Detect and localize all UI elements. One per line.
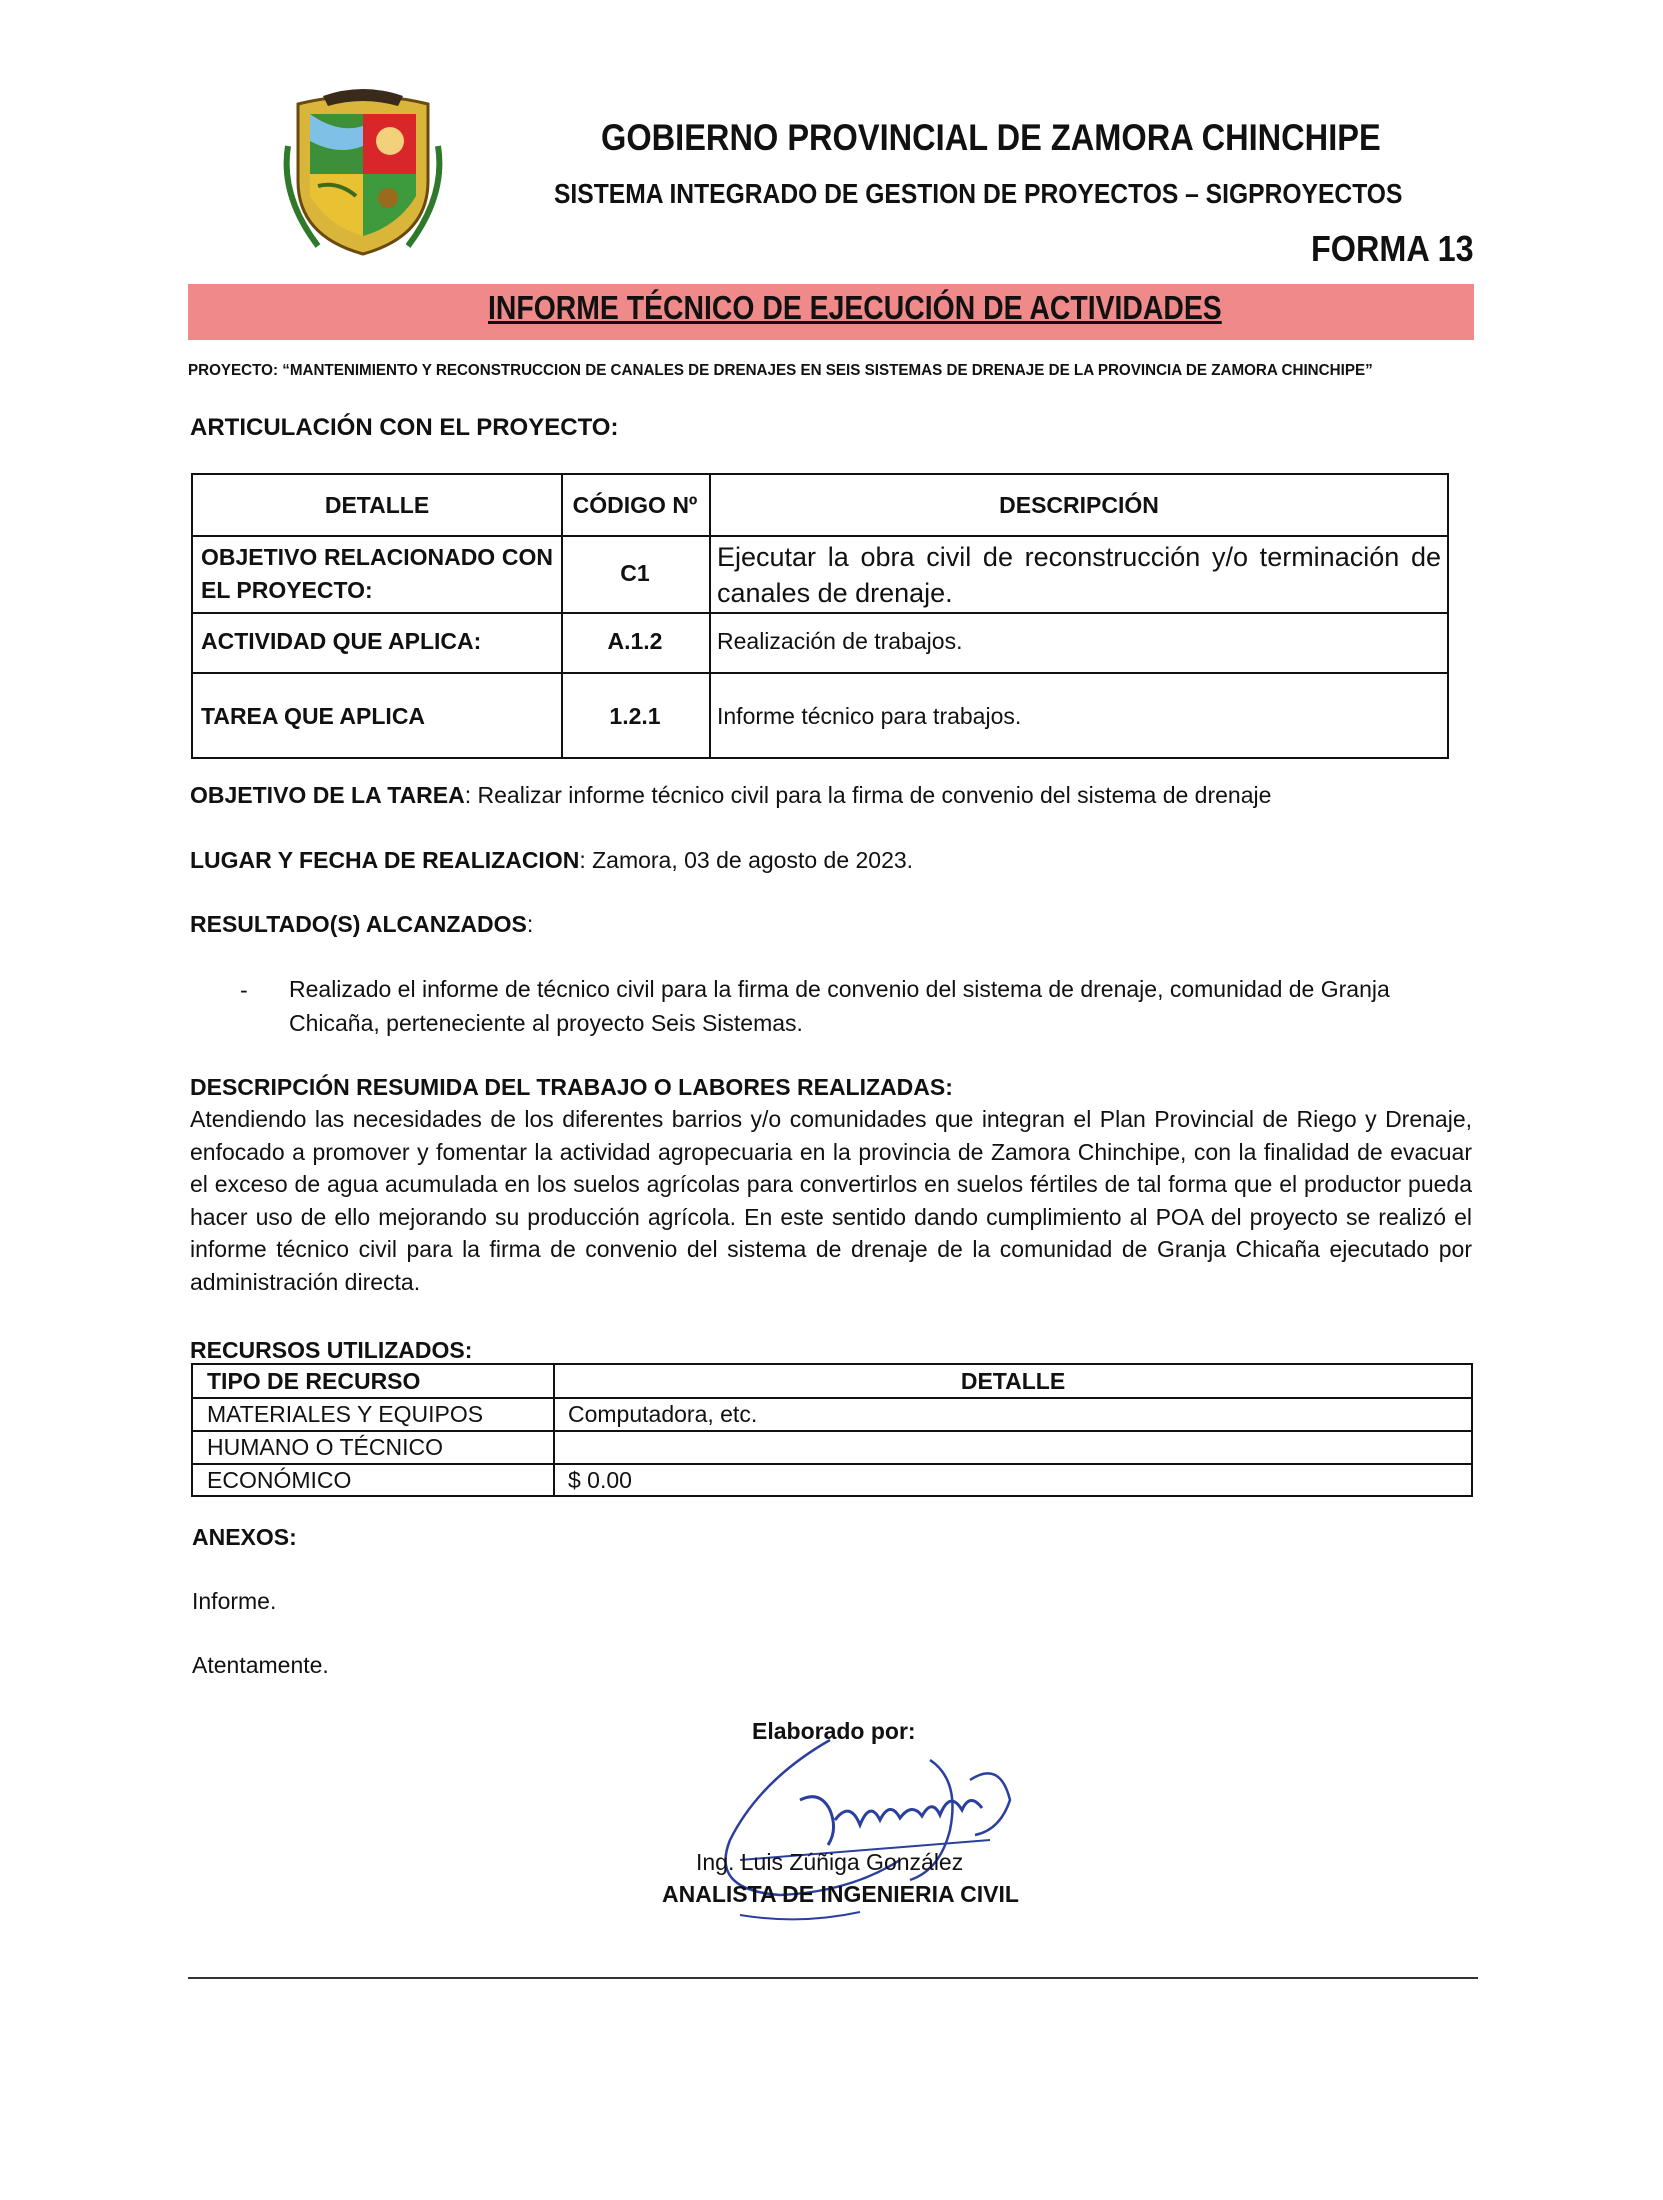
place-date: [190, 844, 913, 877]
resources-heading: RECURSOS UTILIZADOS:: [190, 1337, 473, 1363]
annexes-text: Informe.: [192, 1588, 277, 1614]
table-row-descripcion: Realización de trabajos.: [717, 628, 963, 654]
work-description-heading: DESCRIPCIÓN RESUMIDA DEL TRABAJO O LABORES REALIZADAS:: [190, 1074, 953, 1100]
provincial-coat-of-arms-icon: [278, 86, 448, 261]
system-title: SISTEMA INTEGRADO DE GESTION DE PROYECTOS – SIGPROYECTOS: [554, 178, 1403, 209]
results-heading: [190, 908, 533, 941]
closing-text: Atentamente.: [192, 1652, 329, 1678]
table-row-detalle: $ 0.00: [568, 1467, 632, 1493]
results-text: Realizado el informe de técnico civil para la firma de convenio del sistema de drenaje, comunidad de Granja Chicaña, perteneciente al proyecto Seis Sistemas.: [289, 976, 1390, 1036]
annexes-heading: ANEXOS:: [192, 1524, 297, 1550]
table-row-codigo: C1: [620, 560, 650, 586]
organization-title: GOBIERNO PROVINCIAL DE ZAMORA CHINCHIPE: [601, 117, 1381, 158]
bullet-dash: -: [240, 977, 248, 1003]
table-row-detalle: ACTIVIDAD QUE APLICA:: [201, 628, 482, 654]
place-date-value: : Zamora, 03 de agosto de 2023.: [579, 847, 914, 873]
footer-divider: [188, 1977, 1478, 1979]
report-title: INFORME TÉCNICO DE EJECUCIÓN DE ACTIVIDADES: [488, 289, 1222, 326]
place-date-label: LUGAR Y FECHA DE REALIZACION: [190, 847, 580, 873]
table-row-tipo: HUMANO O TÉCNICO: [207, 1434, 443, 1460]
column-header-descripcion: DESCRIPCIÓN: [999, 492, 1159, 518]
table-row-tipo: MATERIALES Y EQUIPOS: [207, 1401, 484, 1427]
articulation-heading: ARTICULACIÓN CON EL PROYECTO:: [190, 414, 619, 441]
table-row-detalle: Computadora, etc.: [568, 1401, 758, 1427]
work-description-text: Atendiendo las necesidades de los diferentes barrios y/o comunidades que integran el Plan Provincial de Riego y Drenaje, enfocado a promover y fomentar la actividad agropecuaria en la provincia de Zamora Chinchipe, con la finalidad de evacuar el exceso de agua acumulada en los suelos agrícolas para convertirlos en suelos fértiles de tal forma que el productor pueda hacer uso de ello mejorando su producción agrícola. En este sentido dando cumplimiento al POA del proyecto se realizó el informe técnico civil para la firma de convenio del sistema de drenaje de la comunidad de Granja Chicaña ejecutado por administración directa.: [190, 1106, 1472, 1295]
resources-table: [191, 1363, 1473, 1497]
table-row-detalle: OBJETIVO RELACIONADO CON EL PROYECTO:: [201, 544, 553, 603]
form-number: FORMA 13: [1311, 228, 1474, 269]
table-row-tipo: ECONÓMICO: [207, 1467, 352, 1493]
table-row-detalle: TAREA QUE APLICA: [201, 703, 426, 729]
column-header-detalle: DETALLE: [960, 1368, 1066, 1394]
articulation-table: [191, 473, 1449, 759]
column-header-codigo: CÓDIGO Nº: [572, 492, 698, 518]
results-heading-colon: :: [526, 911, 534, 937]
table-row-descripcion: Ejecutar la obra civil de reconstrucción y/o terminación de canales de drenaje.: [717, 542, 1441, 608]
task-objective-value: : Realizar informe técnico civil para la firma de convenio del sistema de drenaje: [464, 782, 1272, 808]
project-line: PROYECTO: “MANTENIMIENTO Y RECONSTRUCCION DE CANALES DE DRENAJES EN SEIS SISTEMAS DE DRENAJE DE LA PROVINCIA DE ZAMORA CHINCHIPE”: [188, 362, 1373, 379]
column-header-detalle: DETALLE: [324, 492, 430, 518]
signer-title: ANALISTA DE INGENIERIA CIVIL: [662, 1881, 1019, 1907]
prepared-by-label: Elaborado por:: [752, 1718, 916, 1744]
task-objective-label: OBJETIVO DE LA TAREA: [190, 782, 465, 808]
signer-name: Ing. Luis Zúñiga González: [696, 1849, 964, 1875]
column-header-tipo: TIPO DE RECURSO: [207, 1368, 421, 1394]
table-row-descripcion: Informe técnico para trabajos.: [717, 703, 1022, 729]
task-objective: [190, 779, 1271, 812]
table-row-codigo: 1.2.1: [609, 703, 661, 729]
results-heading-text: RESULTADO(S) ALCANZADOS: [190, 911, 527, 937]
table-row-codigo: A.1.2: [607, 628, 663, 654]
